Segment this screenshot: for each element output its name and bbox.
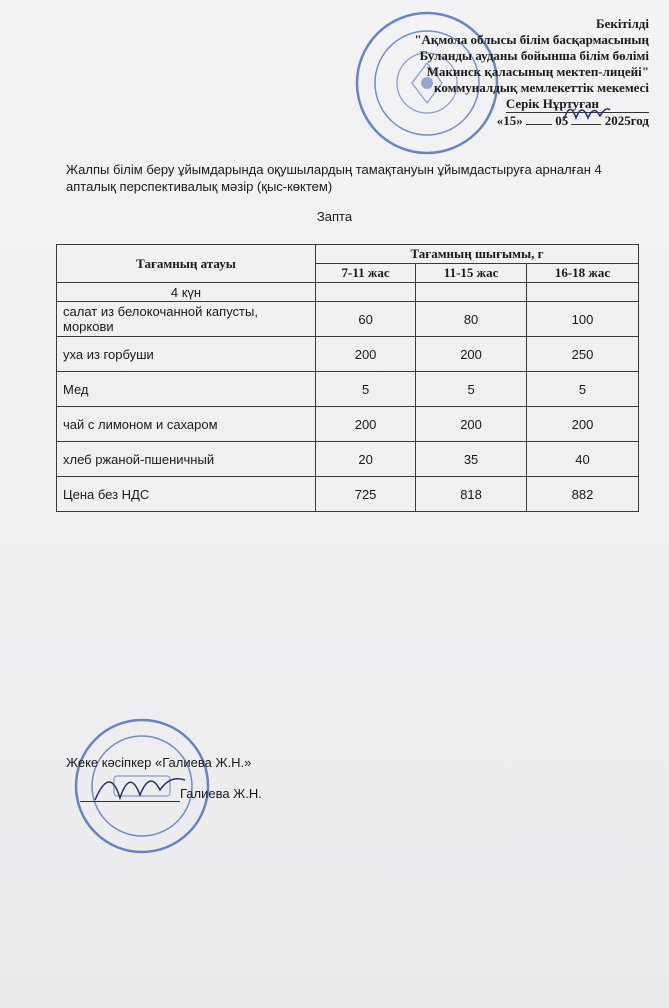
portion-value: 5 xyxy=(316,372,416,407)
portion-value: 80 xyxy=(416,302,527,337)
portion-value: 200 xyxy=(526,407,638,442)
column-header-name: Тағамның атауы xyxy=(57,245,316,283)
portion-value: 5 xyxy=(416,372,527,407)
approval-line: "Ақмола облысы білім басқармасының xyxy=(414,32,649,47)
table-row xyxy=(57,442,639,477)
dish-name: уха из горбуши xyxy=(57,337,316,372)
portion-value: 250 xyxy=(526,337,638,372)
portion-value: 20 xyxy=(316,442,416,477)
portion-value: 100 xyxy=(526,302,638,337)
table-row xyxy=(57,407,639,442)
menu-table xyxy=(56,244,639,512)
approval-line: Буланды ауданы бойынша білім бөлімі xyxy=(419,48,649,63)
price-value: 725 xyxy=(316,477,416,512)
table-row xyxy=(57,302,639,337)
meal-title: Запта xyxy=(316,209,353,224)
portion-value: 200 xyxy=(416,407,527,442)
table-row xyxy=(57,372,639,407)
portion-value: 60 xyxy=(316,302,416,337)
approval-title: Бекітілді xyxy=(596,16,649,31)
column-header-yield: Тағамның шығымы, г xyxy=(316,245,639,264)
signature-line xyxy=(80,801,180,802)
table-row xyxy=(57,337,639,372)
dish-name: Мед xyxy=(57,372,316,407)
dish-name: чай с лимоном и сахаром xyxy=(57,407,316,442)
portion-value: 200 xyxy=(416,337,527,372)
menu-description: Жалпы білім беру ұйымдарында оқушылардың тамақтануын ұйымдастыруға арналған 4 апталық перспективалық мәзір (қыс-көктем) xyxy=(66,162,602,194)
signer-name: Серік Нұртуған xyxy=(506,96,649,113)
date-month: 05 xyxy=(555,113,569,128)
table-row xyxy=(57,477,639,512)
day-label: 4 күн xyxy=(57,283,316,302)
date-year: 2025год xyxy=(604,113,649,128)
date-day: «15» xyxy=(496,113,523,128)
price-label: Цена без НДС xyxy=(57,477,316,512)
entrepreneur-label: Жеке кәсіпкер «Галиева Ж.Н.» xyxy=(66,755,252,770)
portion-value: 5 xyxy=(526,372,638,407)
dish-name: салат из белокочанной капусты, моркови xyxy=(57,302,316,337)
approval-line: коммуналдық мемлекеттік мекемесі xyxy=(434,80,649,95)
portion-value: 35 xyxy=(416,442,527,477)
dish-name: хлеб ржаной-пшеничный xyxy=(57,442,316,477)
portion-value: 40 xyxy=(526,442,638,477)
price-value: 818 xyxy=(416,477,527,512)
price-value: 882 xyxy=(526,477,638,512)
portion-value: 200 xyxy=(316,337,416,372)
age-header: 7-11 жас xyxy=(316,264,416,283)
director-signature xyxy=(560,96,612,126)
age-header: 16-18 жас xyxy=(526,264,638,283)
approval-line: Макинск қаласының мектеп-лицейі" xyxy=(426,64,649,79)
portion-value: 200 xyxy=(316,407,416,442)
age-header: 11-15 жас xyxy=(416,264,527,283)
entrepreneur-name: Галиева Ж.Н. xyxy=(180,786,262,801)
